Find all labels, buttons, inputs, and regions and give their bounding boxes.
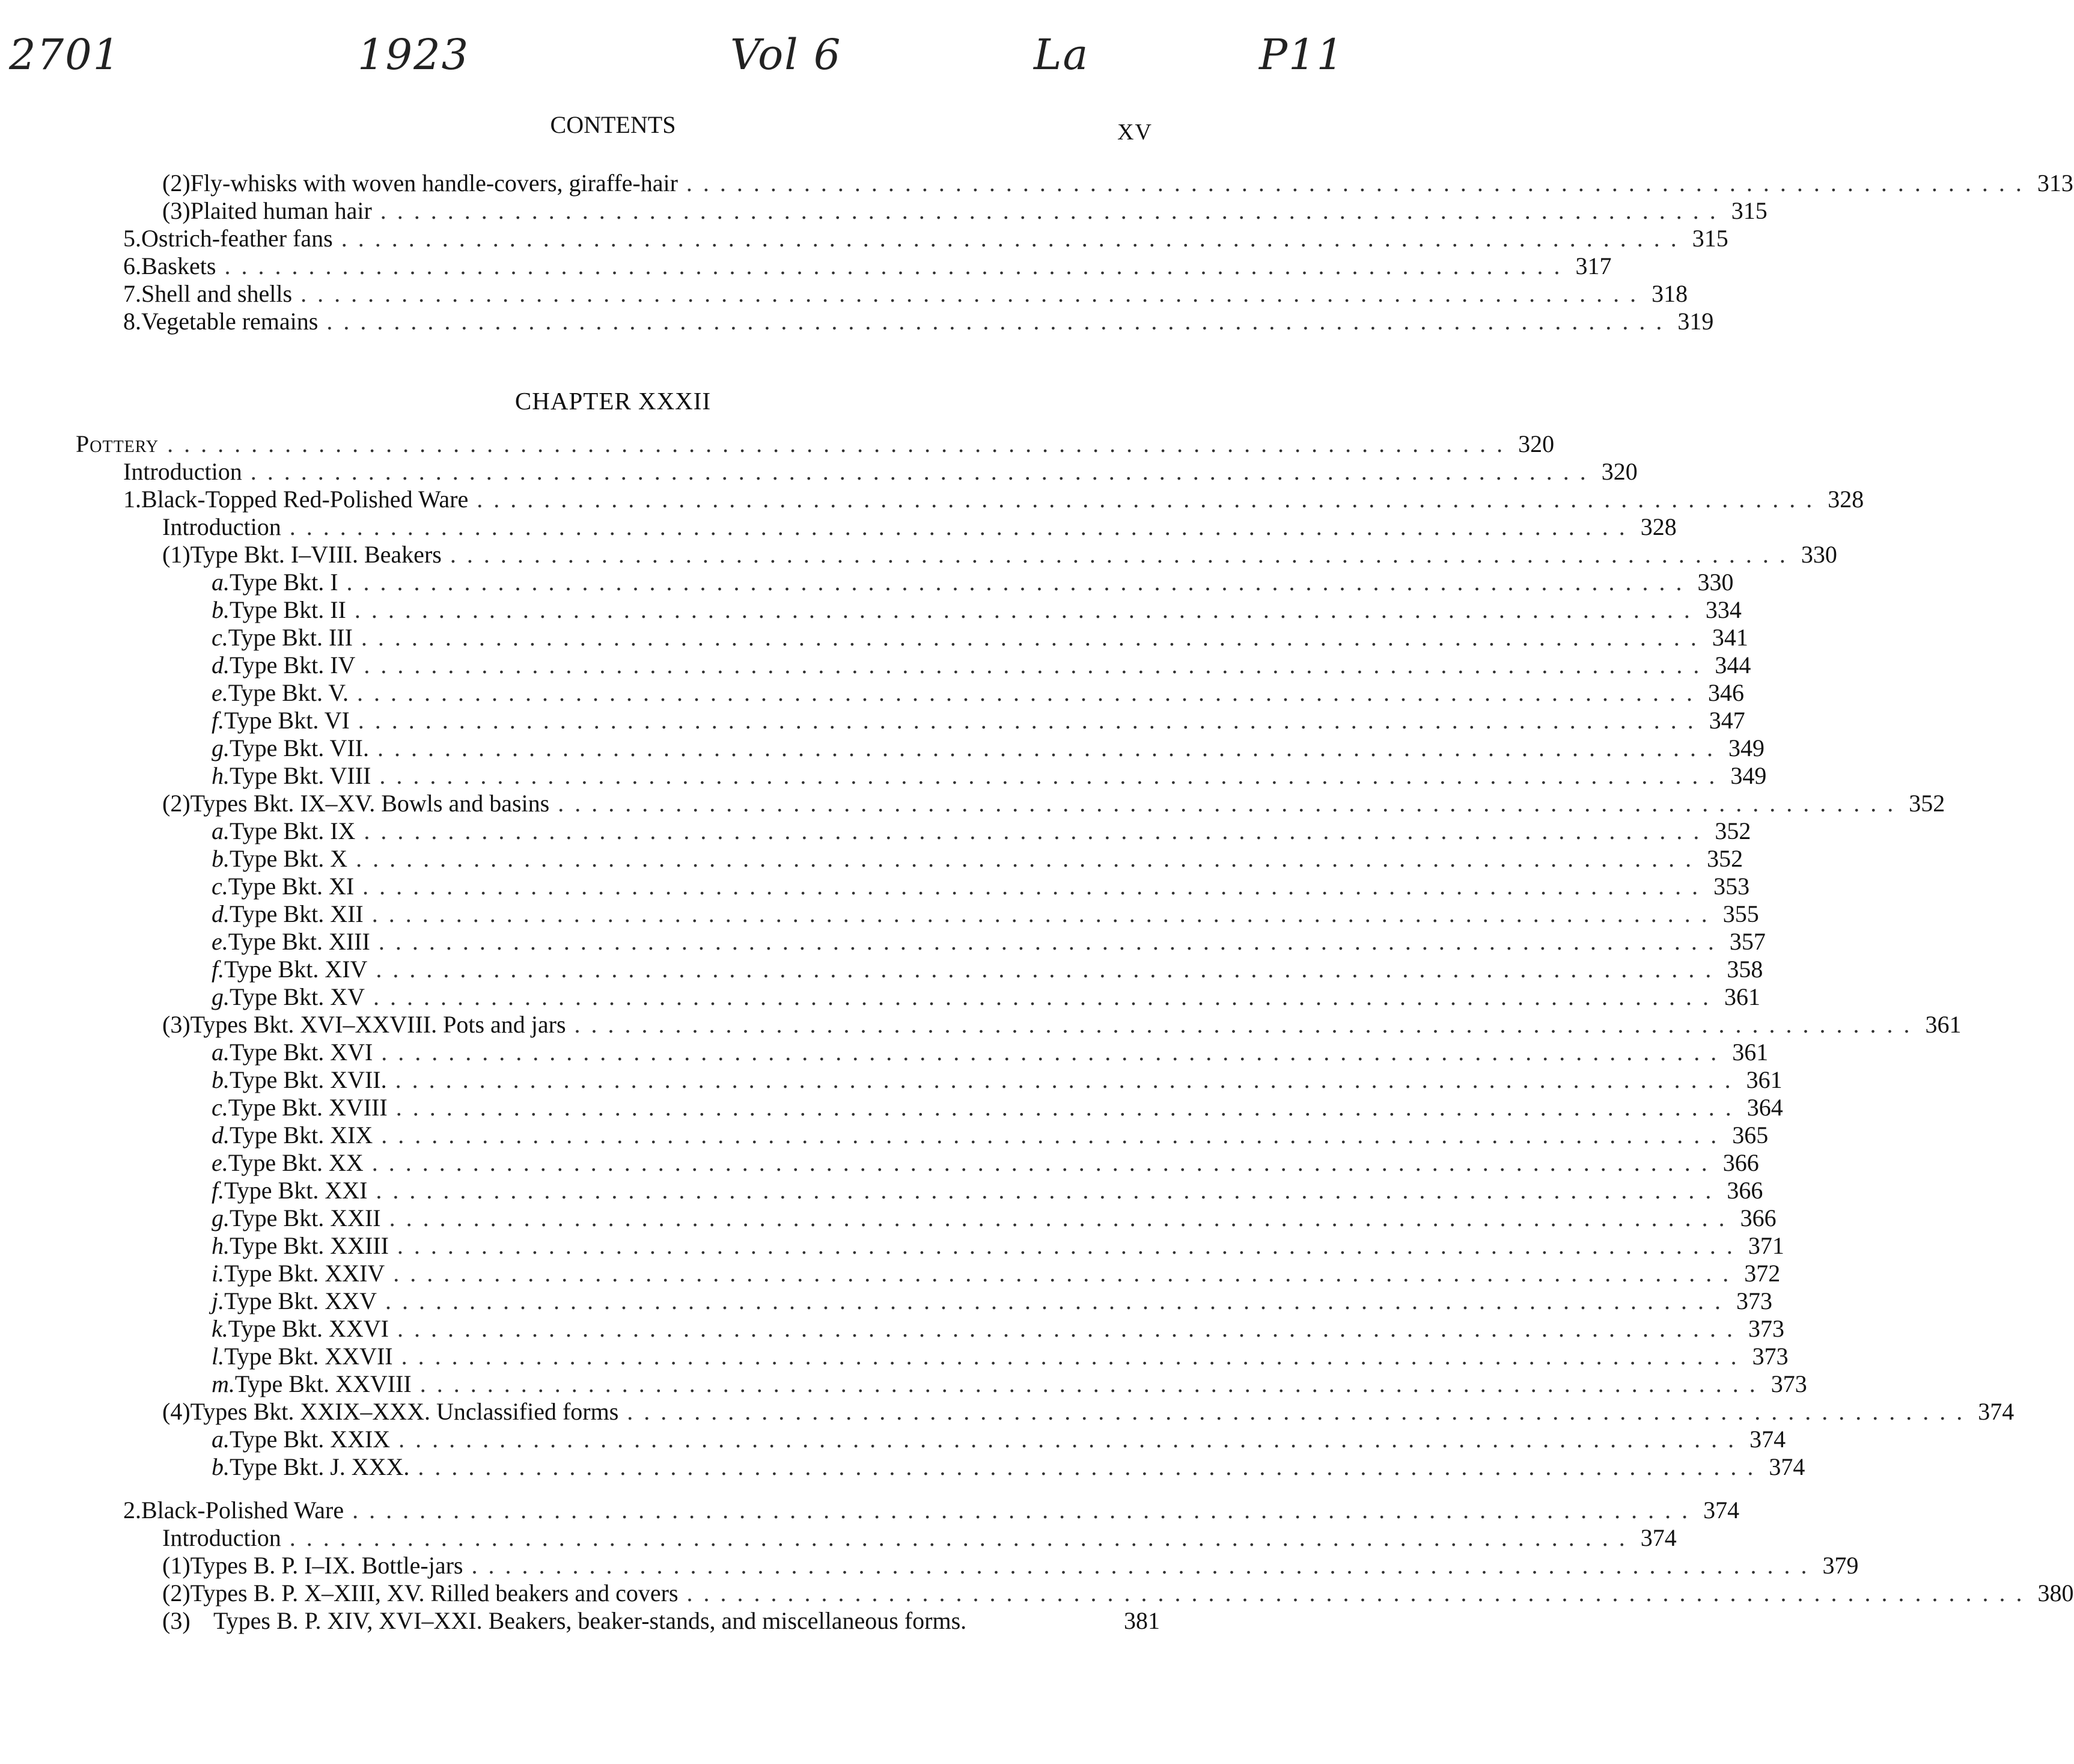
toc-entry [123,308,1714,335]
entry-title: Types Bkt. XVI–XXVIII. Pots and jars [190,1011,566,1038]
dot-leader: ................................................................................ [376,956,1722,983]
toc-entry [212,1370,1807,1398]
dot-leader: ................................................................................ [364,652,1710,679]
toc-entry [212,679,1744,707]
entry-page-number: 373 [1752,1343,1789,1370]
entry-title: Type Bkt. XXI [224,1177,368,1204]
entry-letter: m. [212,1370,235,1397]
toc-entry [212,900,1759,928]
entry-letter: b. [212,1453,230,1480]
entry-page-number: 334 [1705,596,1742,623]
toc-entry [212,1287,1772,1315]
entry-letter: g. [212,983,230,1010]
dot-leader: ................................................................................ [377,734,1724,761]
entry-page-number: 352 [1715,817,1751,844]
dot-leader: ................................................................................ [289,513,1636,540]
handwritten-mark: P11 [1259,30,1345,79]
dot-leader: ................................................................................ [379,762,1726,789]
toc-entry [123,252,1612,280]
entry-page-number: 352 [1707,845,1743,872]
toc-entry [162,513,1677,541]
toc-entry [212,983,1760,1011]
toc-entry [212,1066,1783,1094]
entry-title: Black-Topped Red-Polished Ware [141,486,469,513]
entry-letter: a. [212,1039,230,1066]
entry-title: Type Bkt. XV [230,983,365,1010]
toc-entry [162,541,1837,569]
entry-page-number: 357 [1729,928,1766,955]
entry-page-number: 361 [1724,983,1760,1010]
entry-page-number: 347 [1709,707,1745,734]
entry-title: Type Bkt. J. XXX. [230,1453,410,1480]
toc-entry [212,817,1751,845]
entry-title: Shell and shells [141,280,293,307]
entry-page-number: 373 [1771,1370,1807,1397]
entry-title: Plaited human hair [190,197,372,224]
entry-page-number: 361 [1925,1011,1962,1038]
entry-title: Ostrich-feather fans [141,225,333,252]
dot-leader: ................................................................................ [362,873,1709,900]
entry-title: Types Bkt. XXIX–XXX. Unclassified forms [190,1398,619,1425]
entry-letter: c. [212,624,228,651]
entry-letter: g. [212,734,230,761]
dot-leader: ................................................................................ [346,569,1693,596]
entry-page-number: 341 [1712,624,1748,651]
entry-title: Type Bkt. VIII [230,762,371,789]
entry-letter: j. [212,1287,225,1314]
entry-letter: b. [212,1066,230,1093]
toc-entry [162,1398,2015,1426]
entry-page-number: 353 [1713,873,1750,900]
entry-page-number: 365 [1732,1122,1769,1149]
dot-leader: ................................................................................ [627,1398,1974,1425]
entry-page-number: 328 [1828,486,1864,513]
entry-title: Type Bkt. XXIX [230,1426,391,1453]
dot-leader: ................................................................................ [358,707,1704,734]
entry-title: Types B. P. X–XIII, XV. Rilled beakers and covers [190,1579,679,1607]
dot-leader: ................................................................................ [371,900,1718,927]
entry-page-number: 361 [1746,1066,1783,1093]
entry-title: Type Bkt. XXII [230,1204,381,1231]
entry-title: Type Bkt. XVII. [230,1066,387,1093]
dot-leader: ................................................................................ [361,624,1707,651]
entry-title: Type Bkt. I–VIII. Beakers [190,541,442,568]
entry-title: Type Bkt. XII [230,900,364,927]
entry-letter: c. [212,1094,228,1121]
dot-leader: ................................................................................ [378,928,1725,955]
entry-number: 2. [123,1497,141,1524]
entry-page-number: 319 [1677,308,1714,335]
entry-title: Type Bkt. III [228,624,353,651]
entry-letter: a. [212,1426,230,1453]
toc-entry [162,1524,1677,1552]
entry-letter: d. [212,900,230,927]
entry-number: 6. [123,252,141,279]
dot-leader: ................................................................................ [352,1497,1699,1524]
running-title: CONTENTS [550,111,676,138]
entry-number: (2) [162,169,191,197]
entry-title: Type Bkt. XXIV [224,1260,385,1287]
entry-page-number: 374 [1640,1524,1677,1551]
entry-title: Type Bkt. VI [224,707,350,734]
toc-entry [212,1453,1805,1481]
entry-title: Fly-whisks with woven handle-covers, giraffe-hair [190,169,678,197]
entry-letter: f. [212,707,225,734]
dot-leader: ................................................................................ [558,790,1905,817]
entry-page-number: 344 [1715,652,1751,679]
entry-page-number: 352 [1909,790,1945,817]
dot-leader: ................................................................................ [326,308,1673,335]
entry-number: 5. [123,225,141,252]
toc-entry [212,873,1750,900]
entry-page-number: 364 [1746,1094,1783,1121]
dot-leader: ................................................................................ [380,197,1727,224]
toc-entry [212,928,1766,956]
entry-page-number: 315 [1731,197,1767,224]
entry-page-number: 317 [1575,252,1612,279]
entry-letter: c. [212,873,228,900]
entry-page-number: 320 [1518,430,1555,457]
entry-number: (4) [162,1398,191,1425]
entry-title: Introduction [162,513,281,540]
dot-leader: ................................................................................ [356,679,1703,706]
entry-page-number: 313 [2037,169,2073,197]
entry-number: 8. [123,308,141,335]
entry-page-number: 381 [1124,1607,1160,1634]
entry-title: Black-Polished Ware [141,1497,344,1524]
dot-leader: ................................................................................ [401,1343,1748,1370]
toc-entry [212,1204,1777,1232]
toc-entry [162,790,1945,817]
entry-title: Type Bkt. XXVII [224,1343,393,1370]
dot-leader: ................................................................................ [398,1426,1745,1453]
entry-letter: e. [212,679,228,706]
entry-number: 1. [123,486,141,513]
toc-entry [123,280,1688,308]
entry-page-number: 380 [2037,1579,2074,1607]
toc-entry [123,1497,1740,1524]
entry-page-number: 366 [1722,1149,1759,1176]
entry-title: Type Bkt. IV [230,652,356,679]
entry-page-number: 330 [1697,569,1734,596]
dot-leader: ................................................................................ [250,458,1597,485]
entry-page-number: 315 [1692,225,1728,252]
entry-title: Type Bkt. XXVI [228,1315,389,1342]
toc-entry [212,1315,1784,1343]
dot-leader: ................................................................................ [397,1232,1743,1259]
entry-title: Types Bkt. IX–XV. Bowls and basins [190,790,550,817]
dot-leader: ................................................................................ [395,1066,1742,1093]
dot-leader: ................................................................................ [371,1149,1718,1176]
entry-title: Type Bkt. II [230,596,346,623]
dot-leader: ................................................................................ [389,1204,1736,1231]
entry-title: Type Bkt. XXIII [230,1232,389,1259]
entry-page-number: 374 [1769,1453,1805,1480]
entry-letter: l. [212,1343,225,1370]
toc-entry [162,1579,2074,1607]
toc-entry [212,569,1734,596]
entry-page-number: 373 [1736,1287,1772,1314]
dot-leader: ................................................................................ [300,280,1647,307]
entry-page-number: 374 [1749,1426,1786,1453]
toc-entry [123,486,1864,513]
entry-number: (3) [162,1011,191,1038]
entry-title: Type Bkt. XXV [224,1287,377,1314]
entry-number: (2) [162,790,191,817]
entry-number: (3) [162,1607,191,1634]
dot-leader: ................................................................................ [574,1011,1921,1038]
entry-page-number: 366 [1740,1204,1777,1231]
handwritten-volume: Vol 6 [730,30,842,79]
entry-title: Type Bkt. XIV [224,956,368,983]
entry-page-number: 373 [1748,1315,1784,1342]
entry-letter: b. [212,845,230,872]
toc-entry [162,169,2073,197]
entry-page-number: 346 [1707,679,1744,706]
handwritten-accession-number: 2701 [9,30,121,79]
dot-leader: ................................................................................ [354,596,1701,623]
entry-title: Introduction [123,458,242,485]
toc-entry [162,1607,1160,1635]
dot-leader: ................................................................................ [686,169,2033,197]
toc-entry [212,1094,1783,1122]
dot-leader: ................................................................................ [289,1524,1636,1551]
entry-number: (1) [162,541,191,568]
entry-letter: h. [212,762,230,789]
dot-leader: ................................................................................ [364,817,1710,844]
entry-page-number: 374 [1978,1398,2015,1425]
toc-entry [212,1122,1769,1149]
entry-page-number: 371 [1748,1232,1784,1259]
entry-page-number: 349 [1730,762,1767,789]
dot-leader: ................................................................................ [341,225,1688,252]
entry-letter: a. [212,569,230,596]
entry-letter: k. [212,1315,228,1342]
entry-number: (3) [162,197,191,224]
dot-leader: ................................................................................ [450,541,1796,568]
entry-title: Type Bkt. I [230,569,338,596]
entry-page-number: 328 [1640,513,1677,540]
entry-letter: g. [212,1204,230,1231]
entry-title: Type Bkt. X [230,845,348,872]
entry-number: (2) [162,1579,191,1607]
entry-letter: a. [212,817,230,844]
entry-page-number: 355 [1722,900,1759,927]
dot-leader: ................................................................................ [385,1287,1731,1314]
entry-title: Type Bkt. IX [230,817,356,844]
toc-entry [123,458,1638,486]
entry-page-number: 374 [1703,1497,1740,1524]
dot-leader: ................................................................................ [419,1370,1766,1397]
dot-leader: ................................................................................ [397,1315,1743,1342]
entry-title: Type Bkt. XXVIII [234,1370,412,1397]
toc-entry [162,1552,1859,1579]
entry-letter: e. [212,1149,228,1176]
entry-letter: h. [212,1232,230,1259]
toc-entry [212,762,1767,790]
toc-entry [76,430,1555,458]
entry-title: Pottery [76,430,159,457]
entry-page-number: 358 [1727,956,1763,983]
chapter-heading: CHAPTER XXXII [514,387,712,415]
toc-entry [212,1149,1759,1177]
entry-title: Type Bkt. VII. [230,734,369,761]
toc-entry [212,1426,1786,1453]
handwritten-code: La [1034,30,1090,79]
entry-title: Type Bkt. XIX [230,1122,373,1149]
entry-title: Vegetable remains [141,308,319,335]
entry-letter: i. [212,1260,225,1287]
toc-entry [212,1343,1789,1370]
dot-leader: ................................................................................ [686,1579,2033,1607]
entry-number: (1) [162,1552,191,1579]
handwritten-year: 1923 [358,30,470,79]
entry-title: Type Bkt. XVIII [228,1094,388,1121]
toc-entry [162,197,1767,225]
entry-page-number: 361 [1732,1039,1769,1066]
entry-page-number: 372 [1744,1260,1781,1287]
entry-title: Type Bkt. XX [228,1149,364,1176]
toc-entry [212,624,1748,652]
entry-title: Type Bkt. V. [228,679,349,706]
entry-title: Type Bkt. XVI [230,1039,373,1066]
toc-entry [123,225,1728,252]
entry-letter: d. [212,1122,230,1149]
entry-title: Baskets [141,252,216,279]
entry-letter: e. [212,928,228,955]
toc-entry [212,845,1743,873]
entry-page-number: 330 [1801,541,1837,568]
dot-leader: ................................................................................ [376,1177,1722,1204]
toc-entry [212,956,1763,983]
entry-letter: f. [212,1177,225,1204]
dot-leader: ................................................................................ [167,430,1514,457]
dot-leader: ................................................................................ [418,1453,1764,1480]
toc-entry [212,1232,1784,1260]
toc-entry [212,707,1745,734]
toc-entry [212,596,1742,624]
toc-entry [212,1177,1763,1204]
dot-leader: ................................................................................ [381,1122,1728,1149]
entry-page-number: 349 [1728,734,1764,761]
entry-page-number: 366 [1727,1177,1763,1204]
dot-leader: ................................................................................ [224,252,1571,279]
toc-entry [212,1039,1769,1066]
toc-entry [212,1260,1781,1287]
entry-title: Introduction [162,1524,281,1551]
entry-letter: d. [212,652,230,679]
entry-title: Type Bkt. XIII [228,928,370,955]
entry-page-number: 320 [1601,458,1638,485]
entry-page-number: 318 [1652,280,1688,307]
entry-page-number: 379 [1822,1552,1859,1579]
dot-leader: ................................................................................ [373,983,1719,1010]
dot-leader: ................................................................................ [393,1260,1740,1287]
dot-leader: ................................................................................ [381,1039,1728,1066]
entry-number: 7. [123,280,141,307]
toc-entry [162,1011,1962,1039]
dot-leader: ................................................................................ [477,486,1823,513]
toc-entry [212,652,1751,679]
page-number: XV [1117,120,1153,145]
dot-leader: ................................................................................ [395,1094,1742,1121]
toc-entry [212,734,1764,762]
entry-title: Types B. P. XIV, XVI–XXI. Beakers, beaker-stands, and miscellaneous forms. [213,1607,967,1634]
entry-title: Type Bkt. XI [228,873,355,900]
entry-letter: f. [212,956,225,983]
entry-letter: b. [212,596,230,623]
dot-leader: ................................................................................ [471,1552,1818,1579]
entry-title: Types B. P. I–IX. Bottle-jars [190,1552,463,1579]
dot-leader: ................................................................................ [356,845,1703,872]
